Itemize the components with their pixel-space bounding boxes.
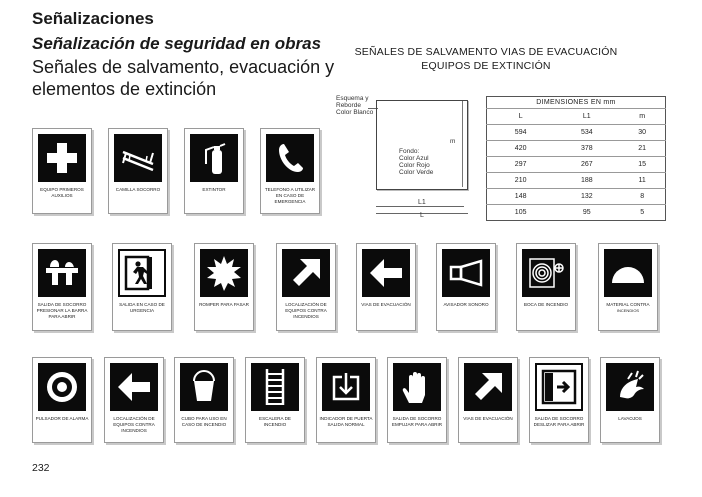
hose-reel-icon [522,249,570,297]
table-cell: 420 [487,141,555,157]
sign-card-extinguisher [184,128,244,214]
fondo-label-line: Color Rojo [399,162,430,169]
stretcher-icon [114,134,162,182]
border-label-line: Reborde [336,102,361,109]
sign-card-slide-open [529,357,589,443]
table-cell: 21 [619,141,665,157]
alarm-button-icon [38,363,86,411]
subsection-title-line1: Señales de salvamento, evacuación y [32,57,335,77]
sign-card-push-bar [32,243,92,331]
table-cell: 95 [554,205,619,221]
emergency-exit-icon [118,249,166,297]
table-row [487,141,666,157]
specs-title-line1: SEÑALES DE SALVAMENTO VIAS DE EVACUACIÓN [354,46,618,58]
sign-card-phone [260,128,320,214]
table-cell: 210 [487,173,555,189]
sign-label: VIAS DE EVACUACIÓN [361,302,411,307]
table-header: L1 [554,109,619,125]
table-cell: 105 [487,205,555,221]
sign-label: ROMPER PARA PASAR [199,302,249,307]
sign-card-stretcher [108,128,168,214]
sign-sublabel: INCENDIOS [616,308,640,313]
dimensions-table [486,96,666,221]
sign-card-fire-material [598,243,658,331]
bucket-icon [180,363,228,411]
table-cell: 15 [619,157,665,173]
sign-card-evacuation-route [356,243,416,331]
fire-blanket-icon [604,249,652,297]
l1-dimension-line [376,206,464,207]
diagonal-arrow-icon [282,249,330,297]
table-cell: 378 [554,141,619,157]
sign-label: TELEFONO A UTILIZAR EN CASO DE EMERGENCIA [264,187,316,204]
sign-card-eye-wash [600,357,660,443]
table-header-row [487,109,666,125]
sign-label: CUBO PARA USO EN CASO DE INCENDIO [181,416,227,427]
table-cell: 148 [487,189,555,205]
sign-card-break-glass [194,243,254,331]
sign-card-first-aid [32,128,92,214]
table-row [487,173,666,189]
sign-card-bucket [174,357,234,443]
hands-bar-icon [38,249,86,297]
sign-label: SALIDA DE SOCORRO EMPUJAR PARA ABRIR [391,416,443,427]
sign-label: INDICADOR DE PUERTA SALIDA NORMAL [319,416,373,427]
table-row [487,125,666,141]
table-cell: 297 [487,157,555,173]
sign-label: LOCALIZACIÓN DE EQUIPOS CONTRA INCENDIOS [113,416,155,433]
sign-card-hose [516,243,576,331]
border-label [336,95,373,116]
sign-label: VIAS DE EVACUACIÓN [463,416,513,421]
sign-label [601,302,655,314]
table-cell: 267 [554,157,619,173]
sign-label: PULSADOR DE ALARMA [35,416,89,421]
sign-label: EXTINTOR [202,187,226,192]
sign-label: CAMILLA SOCORRO [115,187,161,192]
table-header: m [619,109,665,125]
chapter-title: Señalizaciones [32,9,154,28]
door-exit-icon [322,363,370,411]
table-cell: 30 [619,125,665,141]
subsection-title-line2: elementos de extinción [32,79,217,99]
sign-label: LOCALIZACIÓN DE EQUIPOS CONTRA INCENDIOS [285,302,327,319]
hand-icon [393,363,441,411]
sign-label: BOCA DE INCENDIO [523,302,569,307]
diagonal-arrow-icon [464,363,512,411]
table-cell: 594 [487,125,555,141]
sign-label: EQUIPO PRIMEROS AUXILIOS [40,187,84,198]
phone-icon [266,134,314,182]
extinguisher-icon [190,134,238,182]
table-cell: 8 [619,189,665,205]
sign-label: LAVAOJOS [618,416,642,421]
sign-label-main: MATERIAL CONTRA [606,302,650,307]
table-cell: 5 [619,205,665,221]
sign-card-equipment-location-left [104,357,164,443]
table-caption: DIMENSIONES EN mm [536,99,616,106]
l1-label: L1 [418,199,426,206]
sign-card-emergency-exit [112,243,172,331]
l-label: L [420,212,424,219]
sign-card-door-exit [316,357,376,443]
left-arrow-icon [362,249,410,297]
sign-label: SALIDA EN CASO DE URGENCIA [119,302,165,313]
sign-card-evacuation-diagonal [458,357,518,443]
table-cell: 132 [554,189,619,205]
table-header: L [487,109,555,125]
eye-wash-icon [606,363,654,411]
sign-label: AVISADOR SONORO [443,302,489,307]
ladder-icon [251,363,299,411]
horn-icon [442,249,490,297]
sign-card-equipment-location [276,243,336,331]
sign-label: SALIDA DE SOCORRO DESLIZAR PARA ABRIR [533,416,585,427]
table-row [487,157,666,173]
border-label-line: Color Blanco [336,109,374,116]
sign-label: ESCALERA DE INCENDIO [259,416,291,427]
sign-card-horn [436,243,496,331]
table-cell: 11 [619,173,665,189]
table-row [487,205,666,221]
fondo-label-line: Color Azul [399,155,429,162]
first-aid-cross-icon [38,134,86,182]
border-label-line: Esquema y [336,95,369,102]
m-label: m [450,138,456,145]
sign-card-ladder [245,357,305,443]
fondo-label-line: Color Verde [399,169,434,176]
table-row [487,189,666,205]
fondo-label [399,148,433,176]
specs-title-line2: EQUIPOS DE EXTINCIÓN [421,60,551,72]
table-cell: 534 [554,125,619,141]
break-glass-icon [200,249,248,297]
margin-line [462,101,463,187]
page-number: 232 [32,462,50,474]
sign-outline [376,100,468,190]
table-cell: 188 [554,173,619,189]
section-title: Señalización de seguridad en obras [32,34,322,53]
left-arrow-icon [110,363,158,411]
fondo-label-line: Fondo: [399,148,420,155]
sign-label: SALIDA DE SOCORRO PRESIONAR LA BARRA PARA ABRIR [36,302,88,319]
sign-card-alarm-button [32,357,92,443]
sign-card-push-open [387,357,447,443]
slide-door-icon [535,363,583,411]
